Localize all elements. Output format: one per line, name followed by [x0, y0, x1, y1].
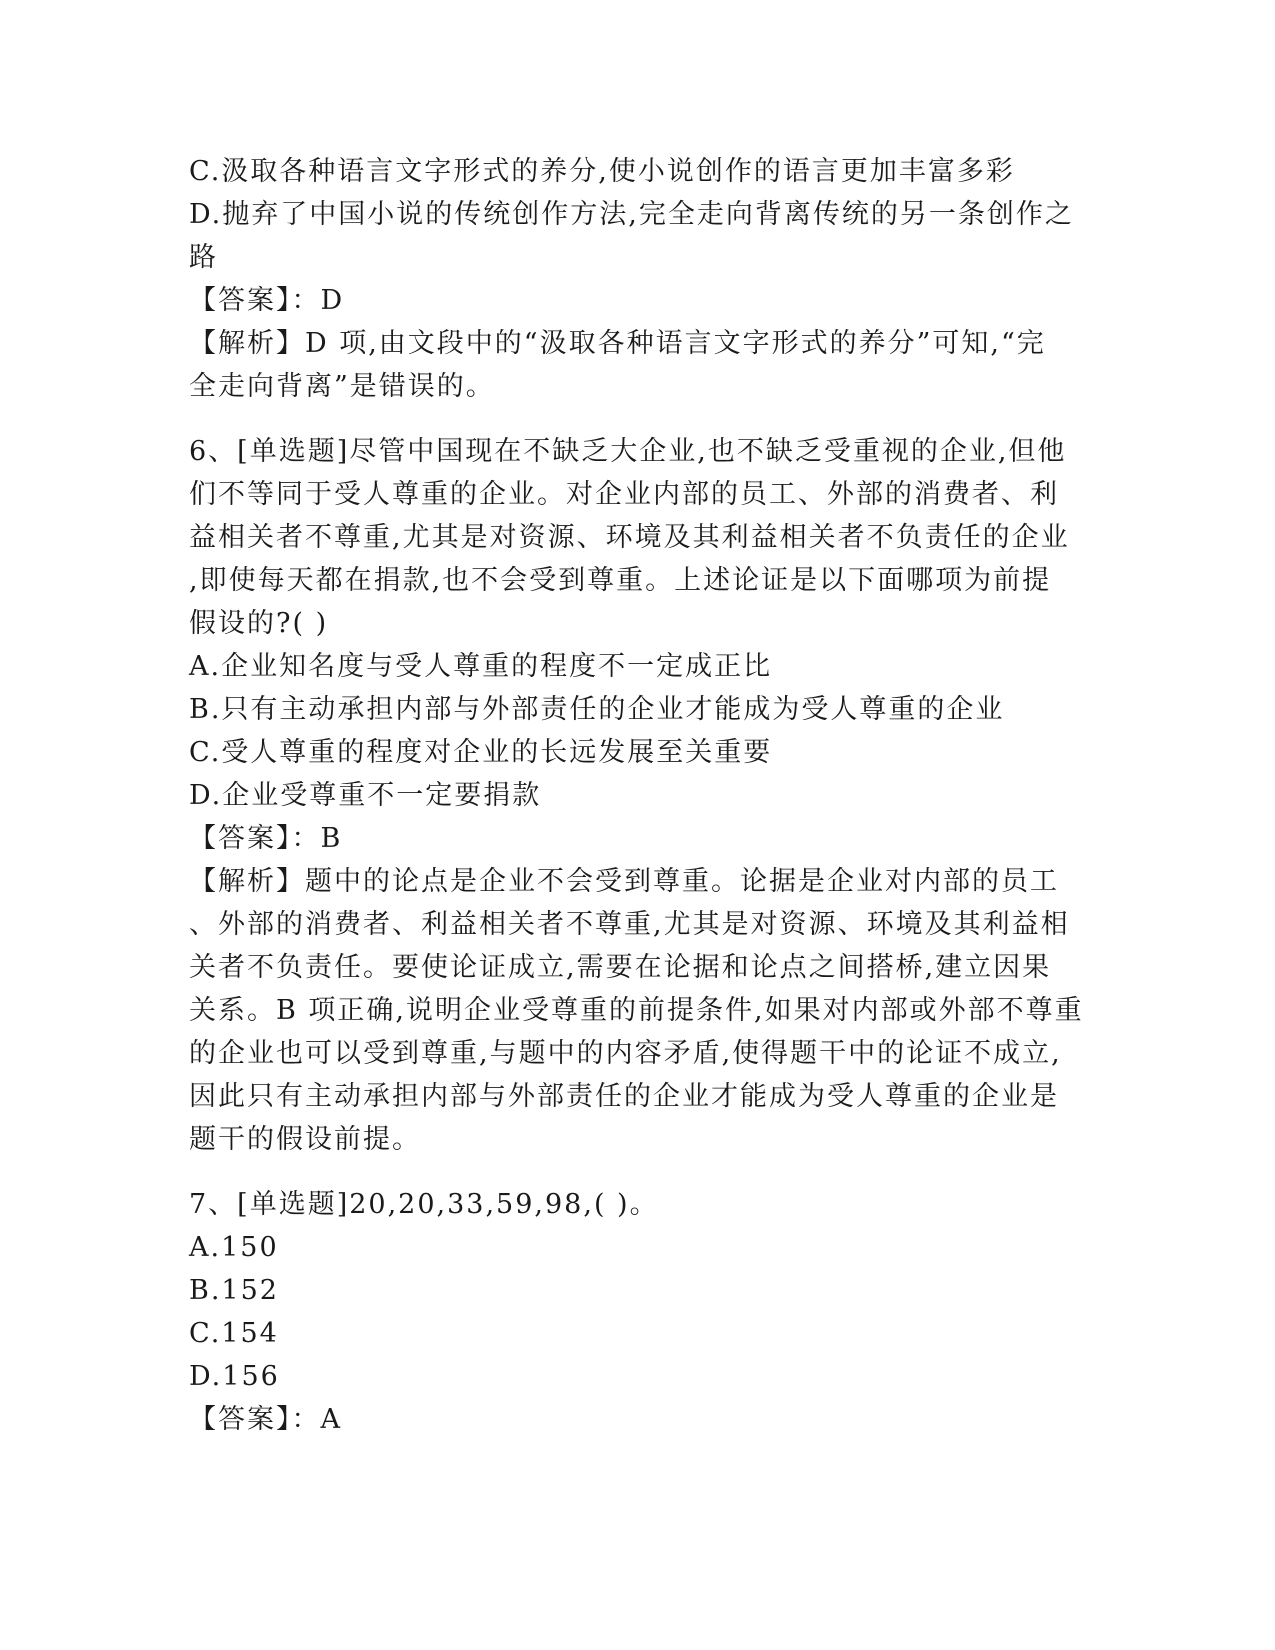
option-d-line-1: D.抛弃了中国小说的传统创作方法,完全走向背离传统的另一条创作之 [189, 199, 1074, 230]
analysis-line-5: 的企业也可以受到尊重,与题中的内容矛盾,使得题干中的论证不成立, [189, 1038, 1062, 1069]
question-5-tail [189, 150, 1089, 408]
answer-label: 【答案】 [189, 1404, 292, 1435]
answer-line [189, 817, 1089, 860]
answer-label: 【答案】 [189, 285, 292, 316]
answer-value: B [320, 823, 343, 854]
answer-value: D [320, 285, 345, 316]
question-7 [189, 1183, 1089, 1441]
spacer [189, 408, 1089, 430]
option-b: B.152 [189, 1275, 279, 1306]
stem-line-4: ,即使每天都在捐款,也不会受到尊重。上述论证是以下面哪项为前提 [189, 565, 1052, 596]
option-c: C.汲取各种语言文字形式的养分,使小说创作的语言更加丰富多彩 [189, 156, 1015, 187]
stem-line-5: 假设的?( ) [189, 608, 329, 639]
stem: 7、[单选题]20,20,33,59,98,( )。 [189, 1189, 659, 1220]
analysis-line-2: 、外部的消费者、利益相关者不尊重,尤其是对资源、环境及其利益相 [189, 909, 1070, 940]
analysis-line-4: 关系。B 项正确,说明企业受尊重的前提条件,如果对内部或外部不尊重 [189, 995, 1084, 1026]
answer-line [189, 1398, 1089, 1441]
analysis-line-7: 题干的假设前提。 [189, 1124, 421, 1155]
option-a: A.150 [189, 1232, 279, 1263]
answer-separator: ： [291, 823, 321, 854]
analysis-line-1: 【解析】D 项,由文段中的“汲取各种语言文字形式的养分”可知,“完 [189, 328, 1046, 359]
spacer [189, 1161, 1089, 1183]
option-d-line-2: 路 [189, 242, 218, 273]
analysis-line-3: 关者不负责任。要使论证成立,需要在论据和论点之间搭桥,建立因果 [189, 952, 1052, 983]
option-b: B.只有主动承担内部与外部责任的企业才能成为受人尊重的企业 [189, 694, 1005, 725]
answer-separator: ： [291, 285, 321, 316]
answer-line [189, 279, 1089, 322]
option-a: A.企业知名度与受人尊重的程度不一定成正比 [189, 651, 773, 682]
option-d: D.156 [189, 1361, 280, 1392]
answer-label: 【答案】 [189, 823, 292, 854]
analysis-line-2: 全走向背离”是错误的。 [189, 371, 495, 402]
option-c: C.受人尊重的程度对企业的长远发展至关重要 [189, 737, 773, 768]
document-page [189, 150, 1089, 1441]
answer-value: A [320, 1404, 342, 1435]
answer-separator: ： [291, 1404, 321, 1435]
stem-line-3: 益相关者不尊重,尤其是对资源、环境及其利益相关者不负责任的企业 [189, 522, 1070, 553]
stem-line-2: 们不等同于受人尊重的企业。对企业内部的员工、外部的消费者、利 [189, 479, 1059, 510]
analysis-line-1: 【解析】题中的论点是企业不会受到尊重。论据是企业对内部的员工 [189, 866, 1059, 897]
stem-line-1: 6、[单选题]尽管中国现在不缺乏大企业,也不缺乏受重视的企业,但他 [189, 436, 1067, 467]
question-6 [189, 430, 1089, 1161]
option-d: D.企业受尊重不一定要捐款 [189, 780, 542, 811]
option-c: C.154 [189, 1318, 279, 1349]
analysis-line-6: 因此只有主动承担内部与外部责任的企业才能成为受人尊重的企业是 [189, 1081, 1059, 1112]
